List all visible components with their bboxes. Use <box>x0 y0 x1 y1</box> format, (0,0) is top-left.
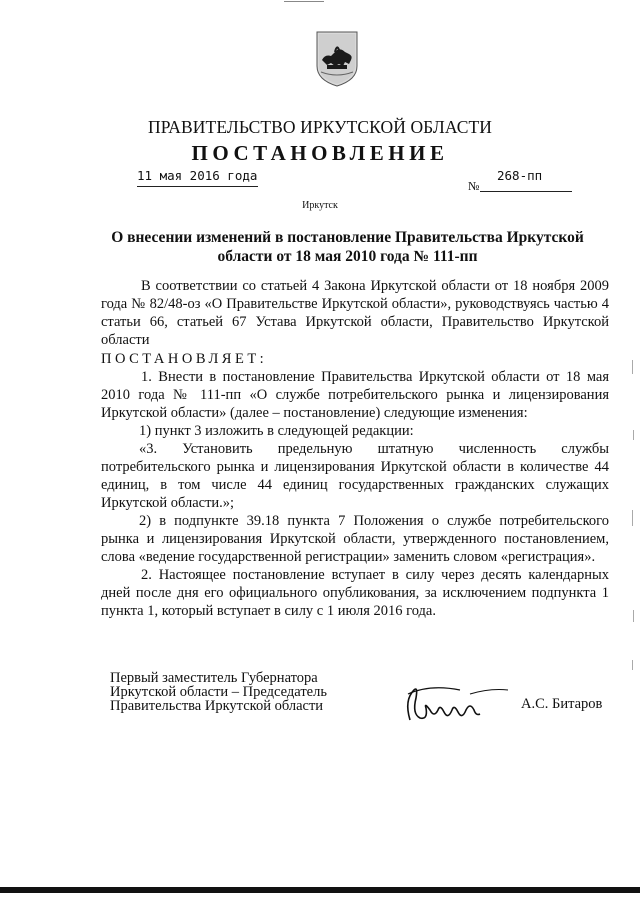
item-1: 1. Внести в постановление Правительства Иркутской области от 18 мая 2010 года № 111-пп «О службе потребительского рынка и лицензирования Иркутской области» (далее – постановление) следующие изменения: <box>101 369 609 421</box>
top-edge-mark <box>284 1 324 2</box>
number-underline <box>480 191 572 192</box>
government-name: ПРАВИТЕЛЬСТВО ИРКУТСКОЙ ОБЛАСТИ <box>147 117 493 137</box>
signatory-name: А.С. Битаров <box>521 696 603 712</box>
handwritten-signature <box>400 680 510 730</box>
number-sign: № <box>468 179 480 193</box>
position-line-1: Первый заместитель Губернатора <box>110 670 318 686</box>
item-1-1-text: «3. Установить предельную штатную численность службы потребительского рынка и лицензирования Иркутской области в количестве 44 единиц, в том числе 44 единиц государственных гражданских служащих Иркутской области.»; <box>101 441 609 511</box>
title-line-2: области от 18 мая 2010 года № 111-пп <box>217 248 478 265</box>
doc-number: 268-пп <box>497 168 543 183</box>
item-2: 2. Настоящее постановление вступает в силу через десять календарных дней после дня его официального опубликования, за исключением подпункта 1 пункта 1, который вступает в силу с 1 июля 2016 года. <box>101 567 609 619</box>
signatory-position <box>110 671 327 713</box>
doc-date: 11 мая 2016 года <box>137 168 258 183</box>
scan-edge-marks <box>630 360 636 690</box>
scan-bottom-border <box>0 887 640 893</box>
title-line-1: О внесении изменений в постановление Правительства Иркутской <box>111 229 584 246</box>
doc-body <box>101 277 609 620</box>
item-1-1: 1) пункт 3 изложить в следующей редакции: <box>139 423 414 439</box>
position-line-2: Иркутской области – Председатель <box>110 684 327 700</box>
item-1-2: 2) в подпункте 39.18 пункта 7 Положения о службе потребительского рынка и лицензирования Иркутской области, утвержденного постановлением, слова «ведение государственной регистрации» заменить словом «регистрация». <box>101 513 609 565</box>
preamble: В соответствии со статьей 4 Закона Иркутской области от 18 ноября 2009 года № 82/48-оз «О Правительстве Иркутской области», руководствуясь частью 4 статьи 66, статьей 67 Устава Иркутской области, Правительство Иркутской области <box>101 278 609 348</box>
resolves-word: ПОСТАНОВЛЯЕТ: <box>101 351 268 367</box>
doc-type: ПОСТАНОВЛЕНИЕ <box>191 141 449 165</box>
doc-title <box>110 228 585 266</box>
date-underline <box>137 186 258 187</box>
position-line-3: Правительства Иркутской области <box>110 698 324 714</box>
irkutsk-coat-of-arms-icon <box>315 30 359 88</box>
city: Иркутск <box>302 200 338 211</box>
